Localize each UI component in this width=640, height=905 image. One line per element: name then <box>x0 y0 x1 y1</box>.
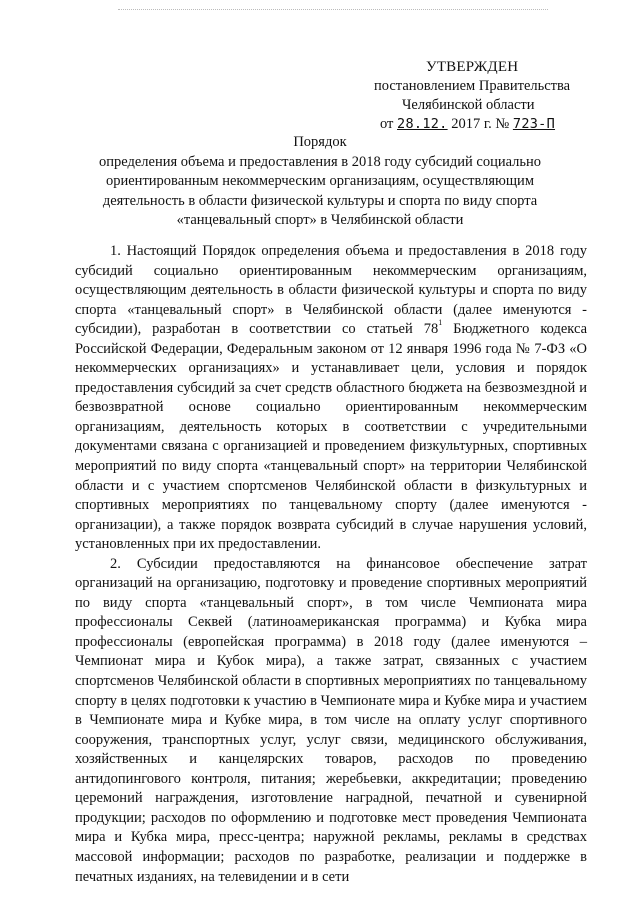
approval-block <box>372 58 622 134</box>
date-prefix: от <box>380 116 394 132</box>
paragraph-1-text-b: Бюджетного кодекса Российской Федерации, Федеральным законом от 12 января 1996 года № 7-ФЗ «О некоммерческих организациях» и устанавливает цели, условия и порядок предоставления субсидий за счет средств областного бюджета на безвозмездной и безвозвратной основе социально ориентированным некоммерческим организациям, деятельность которых в соответствии с учредительными документами связана с организацией и проведением физкультурных, спортивных мероприятий по виду спорта «танцевальный спорт» на территории Челябинской области и с участием спортсменов Челябинской области в физкультурных и спортивных мероприятиях по танцевальному спорту (далее именуются - организации), а также порядок возврата субсидий в случае нарушения условий, установленных при их предоставлении. <box>75 321 588 553</box>
title-line: определения объема и предоставления в 2018 году субсидий социально <box>98 153 542 170</box>
decree-number: 723-П <box>512 116 556 132</box>
paragraph-2: 2. Субсидии предоставляются на финансовое обеспечение затрат организаций на организацию, подготовку и проведение спортивных мероприятий по виду спорта «танцевальный спорт», в том числе Чемпионата мира профессионалы Секвей (латиноамериканская программа) и Кубка мира профессионалы (европейская программа) в 2018 году (далее именуются – Чемпионат мира и Кубок мира), а также затрат, связанных с участием спортсменов Челябинской области в спортивных мероприятиях по танцевальному спорту в целях подготовки к участию в Чемпионате мира и Кубке мира и участием в Чемпионате мира и Кубке мира, в том числе на оплату услуг спортивного сооружения, транспортных услуг, услуг связи, медицинского обслуживания, хозяйственных и канцелярских товаров, расходов по проведению антидопингового контроля, питания; жеребьевки, аккредитации; проведению церемоний награждения, изготовление наградной, печатной и сувенирной продукции; расходов по оформлению и подготовке мест проведения Чемпионата мира и Кубка мира, пресс-центра; наружной рекламы, рекламы в средствах массовой информации; расходов по разработке, реализации и поддержке в печатных изданиях, на телевидении и в сети <box>75 555 587 885</box>
document-body <box>75 242 587 887</box>
approval-line-2: Челябинской области <box>402 97 535 113</box>
approval-date-line <box>372 115 622 134</box>
scan-edge-mark <box>118 9 548 10</box>
paragraph-1 <box>75 242 587 555</box>
year-text: 2017 г. № <box>451 116 510 132</box>
title-heading: Порядок <box>293 134 347 150</box>
approval-line-1: постановлением Правительства <box>374 78 571 94</box>
article-superscript: 1 <box>438 318 443 328</box>
title-line: ориентированным некоммерческим организациям, осуществляющим <box>105 173 534 189</box>
title-line: «танцевальный спорт» в Челябинской области <box>176 212 464 228</box>
approval-stamp: УТВЕРЖДЕН <box>426 59 519 75</box>
title-line: деятельность в области физической культуры и спорта по виду спорта <box>102 192 538 209</box>
date-value: 28.12. <box>397 116 448 132</box>
paragraph-1-text-a: 1. Настоящий Порядок определения объема и предоставления в 2018 году субсидий социально ориентированным некоммерческим организациям, осуществляющим деятельность в области физической культуры и спорта по виду спорта «танцевальный спорт» в Челябинской области (далее именуются - субсидии), разработан в соответствии со статьей 78 <box>75 243 587 338</box>
document-title <box>62 133 578 231</box>
